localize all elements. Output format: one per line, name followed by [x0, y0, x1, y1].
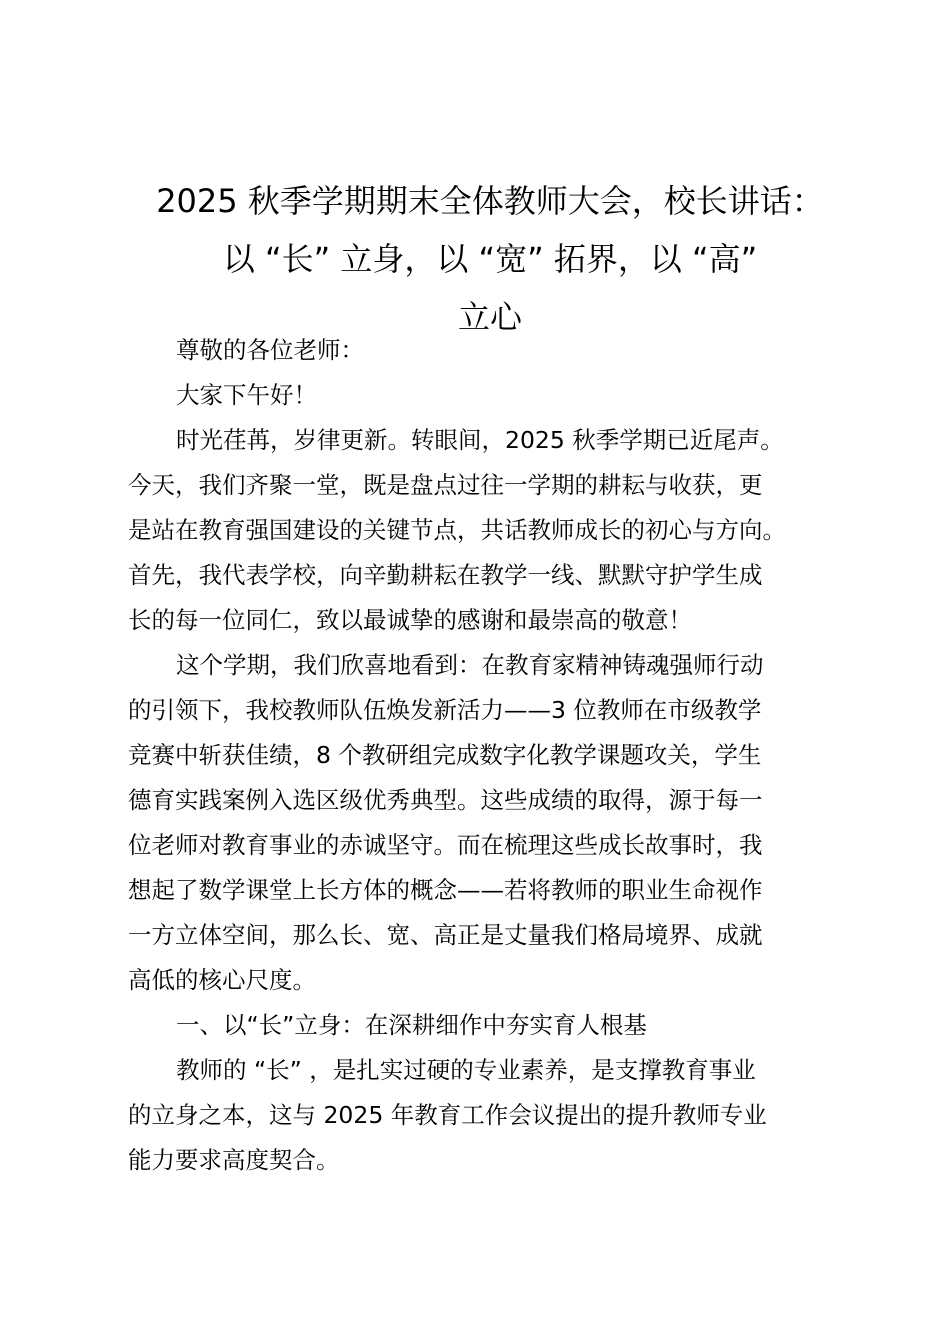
text-line: 这个学期，我们欣喜地看到：在教育家精神铸魂强师行动	[176, 651, 764, 679]
paragraph-intro	[128, 418, 848, 643]
text-line: 想起了数学课堂上长方体的概念——若将教师的职业生命视作	[128, 876, 763, 904]
title-line: 以 “长” 立身，以 “宽” 拓界，以 “高”	[222, 240, 758, 278]
text-line: 长的每一位同仁，致以最诚挚的感谢和最崇高的敬意！	[128, 606, 692, 634]
text-line: 的引领下，我校教师队伍焕发新活力——3 位教师在市级教学	[128, 696, 762, 724]
text-line: 今天，我们齐聚一堂，既是盘点过往一学期的耕耘与收获，更	[128, 471, 763, 499]
document-title	[120, 172, 860, 346]
text-line: 德育实践案例入选区级优秀典型。这些成绩的取得，源于每一	[128, 786, 763, 814]
text-line: 教师的 “长” ，是扎实过硬的专业素养，是支撑教育事业	[176, 1056, 756, 1084]
paragraph-section-one	[128, 1048, 848, 1183]
text-line: 高低的核心尺度。	[128, 966, 316, 994]
salutation	[128, 328, 848, 373]
text-line: 能力要求高度契合。	[128, 1146, 340, 1174]
text-line: 一、以“长”立身：在深耕细作中夯实育人根基	[176, 1011, 647, 1039]
document-body	[128, 328, 848, 1183]
text-line: 首先，我代表学校，向辛勤耕耘在教学一线、默默守护学生成	[128, 561, 763, 589]
text-line: 一方立体空间，那么长、宽、高正是丈量我们格局境界、成就	[128, 921, 763, 949]
title-line: 2025 秋季学期期末全体教师大会，校长讲话：	[156, 182, 824, 220]
text-line: 竞赛中斩获佳绩，8 个教研组完成数字化教学课题攻关，学生	[128, 741, 762, 769]
text-line: 位老师对教育事业的赤诚坚守。而在梳理这些成长故事时，我	[128, 831, 763, 859]
greeting	[128, 373, 848, 418]
text-line: 是站在教育强国建设的关键节点，共话教师成长的初心与方向。	[128, 516, 786, 544]
section-heading	[128, 1003, 848, 1048]
title-line: 立心	[457, 298, 522, 336]
paragraph-achievements	[128, 643, 848, 1003]
text-line: 大家下午好！	[176, 381, 317, 409]
text-line: 尊敬的各位老师：	[176, 336, 364, 364]
text-line: 的立身之本，这与 2025 年教育工作会议提出的提升教师专业	[128, 1101, 767, 1129]
text-line: 时光荏苒，岁律更新。转眼间，2025 秋季学期已近尾声。	[176, 426, 784, 454]
